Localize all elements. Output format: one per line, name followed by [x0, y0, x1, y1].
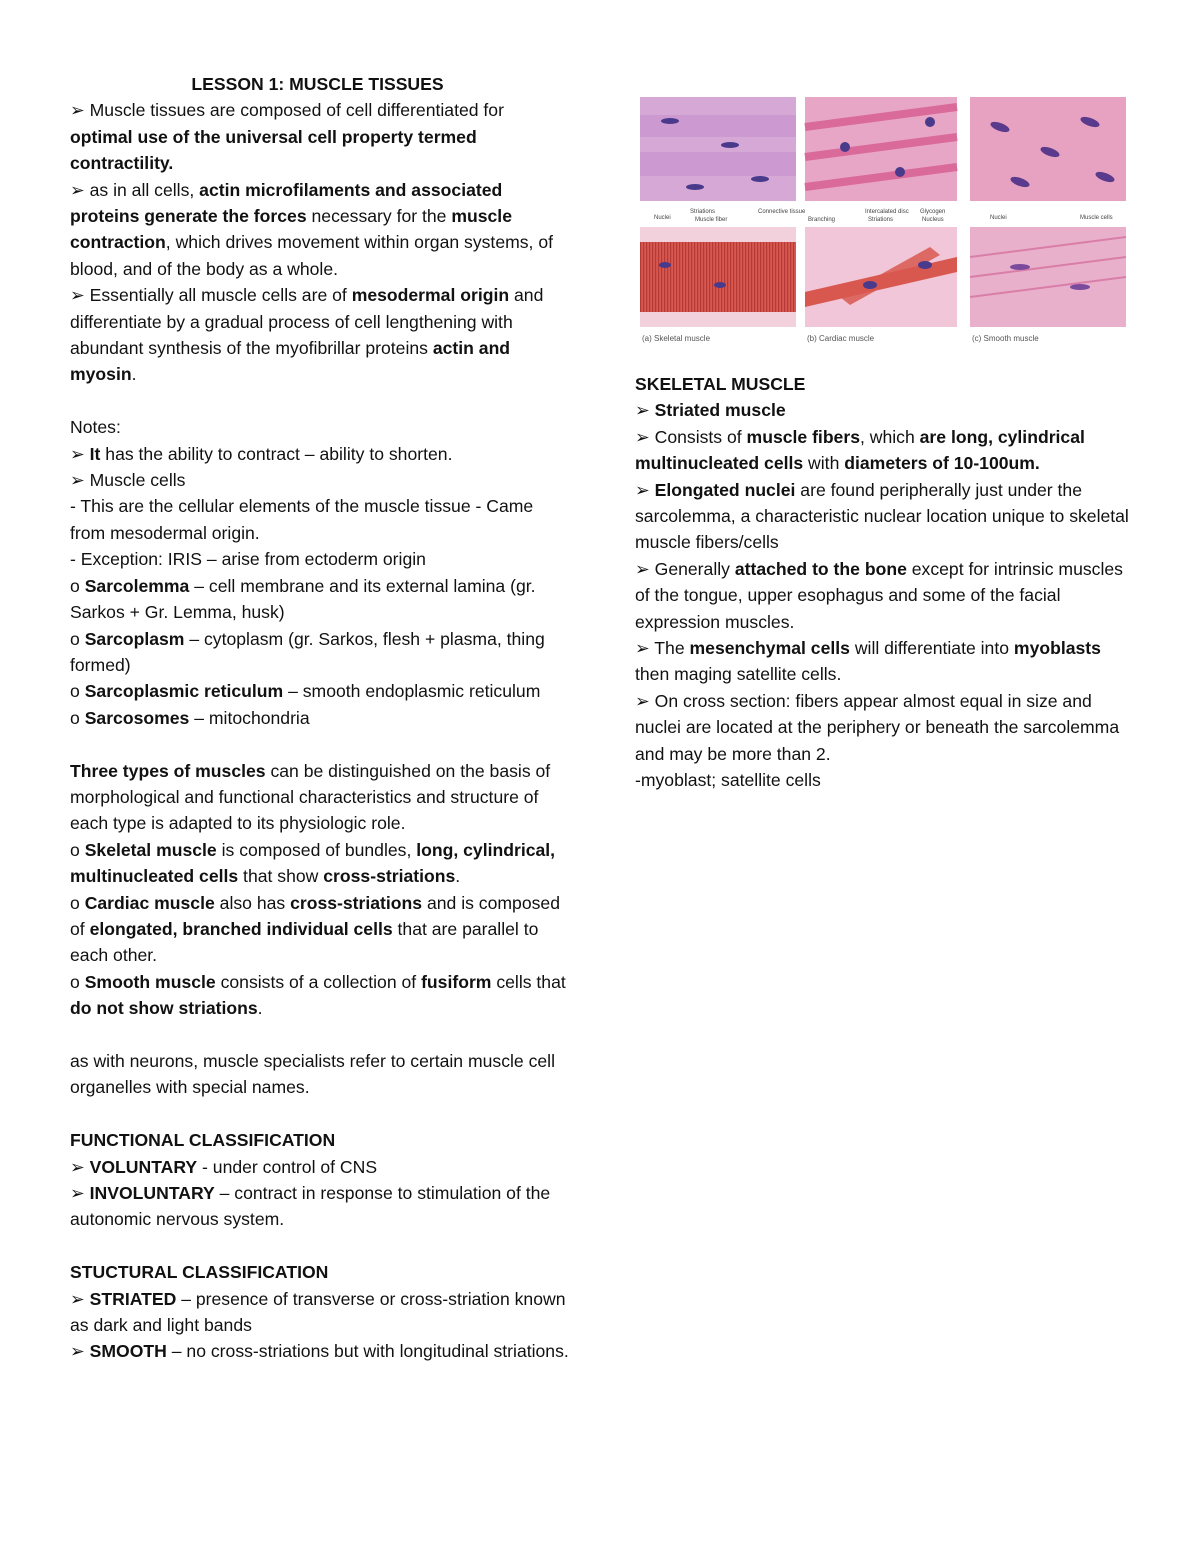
paragraph: [70, 837, 570, 890]
label-c-2: Muscle cells: [1080, 215, 1113, 221]
blank-line: [70, 1233, 570, 1259]
paragraph: [70, 441, 570, 467]
text: – cytoplasm (gr. Sarkos, flesh + plasma, thing formed): [70, 628, 545, 675]
bold-text: actin microfilaments and associated proteins generate the forces: [70, 179, 503, 227]
caption-smooth: (c) Smooth muscle: [972, 334, 1039, 343]
bold-text: myoblasts: [1013, 638, 1101, 659]
bold-text: Sarcoplasmic reticulum: [84, 681, 284, 702]
bold-text: SKELETAL MUSCLE: [635, 374, 806, 394]
smooth-micrograph-top: [970, 97, 1126, 201]
bold-text: fusiform: [421, 971, 492, 992]
paragraph: [70, 1154, 570, 1180]
text: has the ability to contract – ability to shorten.: [100, 443, 453, 464]
bold-text: muscle fibers: [746, 426, 860, 447]
label-b-3: Striations: [868, 217, 894, 223]
paragraph: [70, 414, 570, 440]
text: – contract in response to stimulation of the autonomic nervous system.: [70, 1183, 551, 1230]
bold-text: cross-striations: [290, 892, 423, 913]
text: o: [70, 707, 85, 728]
text: ➢ Muscle cells: [70, 470, 186, 491]
paragraph: [70, 758, 570, 837]
bold-text: STRIATED: [89, 1288, 177, 1309]
right-column: [635, 371, 1130, 794]
paragraph: [70, 493, 570, 546]
text: ➢: [70, 1341, 90, 1362]
page-title: LESSON 1: MUSCLE TISSUES: [191, 74, 444, 94]
text: – cell membrane and its external lamina (gr. Sarkos + Gr. Lemma, husk): [70, 575, 536, 623]
cardiac-illustration: [805, 227, 957, 327]
paragraph: [70, 1259, 570, 1285]
text: that are parallel to each other.: [70, 918, 539, 966]
text: ➢ The: [635, 638, 690, 659]
text: with: [803, 453, 845, 474]
blank-line: [70, 1101, 570, 1127]
label-b-1: Intercalated disc: [865, 209, 909, 215]
blank-line: [70, 388, 570, 414]
text: o: [70, 971, 85, 992]
muscle-histology-figure: [640, 97, 1126, 347]
paragraph: [70, 626, 570, 679]
bold-text: Sarcoplasm: [84, 628, 185, 649]
bold-text: attached to the bone: [734, 558, 907, 579]
text: o: [70, 575, 85, 596]
caption-skeletal: (a) Skeletal muscle: [642, 334, 711, 343]
bold-text: FUNCTIONAL CLASSIFICATION: [70, 1130, 336, 1151]
label-a-4: Connective tissue: [758, 209, 806, 215]
paragraph: [70, 890, 570, 969]
paragraph: [70, 1127, 570, 1153]
bold-text: long, cylindrical, multinucleated cells: [70, 839, 556, 887]
text: - This are the cellular elements of the muscle tissue - Came from mesodermal origin.: [70, 496, 534, 543]
bold-text: Striated muscle: [654, 400, 786, 421]
text: .: [131, 364, 137, 385]
bold-text: are long, cylindrical multinucleated cells: [635, 426, 1085, 474]
text: -myoblast; satellite cells: [635, 770, 821, 791]
text: ➢: [70, 1183, 90, 1203]
bold-text: muscle contraction: [70, 206, 512, 253]
paragraph: [635, 477, 1130, 556]
left-column: [70, 71, 570, 1365]
text: and differentiate by a gradual process of cell lengthening with abundant synthesis of the myofibrillar proteins: [70, 285, 544, 359]
text: are found peripherally just under the sarcolemma, a characteristic nuclear location unique to skeletal muscle fibers/cells: [635, 479, 1129, 553]
text: .: [257, 998, 263, 1019]
text: except for intrinsic muscles of the tongue, upper esophagus and some of the facial expression muscles.: [635, 558, 1123, 632]
bold-text: Sarcolemma: [84, 575, 190, 596]
text: can be distinguished on the basis of morphological and functional characteristics and structure of each type is adapted to its physiologic role.: [70, 760, 551, 834]
text: as with neurons, muscle specialists refer to certain muscle cell organelles with special names.: [70, 1050, 555, 1098]
paragraph: [70, 678, 570, 704]
text: ➢ Muscle tissues are composed of cell differentiated for: [70, 100, 504, 121]
paragraph: [70, 177, 570, 283]
paragraph: [70, 1180, 570, 1233]
paragraph: [635, 767, 1130, 793]
text: ➢: [70, 443, 90, 464]
text: o: [70, 839, 85, 860]
left-column-body: [70, 97, 570, 1364]
paragraph: [70, 573, 570, 626]
text: that show: [238, 866, 324, 887]
bold-text: SMOOTH: [89, 1341, 167, 1362]
paragraph: [70, 546, 570, 572]
bold-text: cross-striations: [323, 866, 456, 887]
text: ➢ On cross section: fibers appear almost equal in size and nuclei are located at the periphery or beneath the sarcolemma and may be more than 2.: [635, 690, 1120, 764]
bold-text: mesodermal origin: [351, 285, 510, 306]
text: ➢: [70, 1288, 90, 1309]
paragraph: [70, 97, 570, 176]
paragraph: [70, 1286, 570, 1339]
text: , which drives movement within organ systems, of blood, and of the body as a whole.: [70, 232, 554, 279]
paragraph: [635, 424, 1130, 477]
text: also has: [214, 892, 291, 913]
text: .: [455, 866, 461, 887]
paragraph: [635, 635, 1130, 688]
text: o: [70, 628, 85, 649]
label-b-2: Branching: [808, 217, 836, 223]
paragraph: [70, 705, 570, 731]
text: ➢: [70, 1156, 90, 1177]
paragraph: [70, 969, 570, 1022]
text: ➢ Generally: [635, 558, 735, 579]
bold-text: Cardiac muscle: [84, 892, 215, 913]
text: , which: [859, 426, 920, 447]
bold-text: Elongated nuclei: [654, 479, 796, 500]
text: ➢: [635, 479, 655, 500]
text: - under control of CNS: [197, 1156, 378, 1177]
paragraph: [70, 467, 570, 493]
text: o: [70, 681, 85, 702]
text: will differentiate into: [849, 638, 1014, 659]
skeletal-micrograph-top: [640, 97, 796, 201]
label-a-1: Nuclei: [654, 215, 671, 221]
text: then maging satellite cells.: [635, 664, 842, 685]
paragraph: [635, 688, 1130, 767]
bold-text: INVOLUNTARY: [89, 1183, 215, 1203]
text: – mitochondria: [189, 707, 310, 728]
label-b-5: Nucleus: [922, 217, 944, 223]
text: ➢: [635, 400, 655, 421]
label-c-1: Nuclei: [990, 215, 1007, 221]
bold-text: do not show striations: [70, 998, 258, 1019]
text: - Exception: IRIS – arise from ectoderm origin: [70, 549, 426, 570]
bold-text: VOLUNTARY: [89, 1156, 198, 1177]
text: necessary for the: [306, 206, 452, 227]
bold-text: mesenchymal cells: [689, 638, 850, 659]
bold-text: optimal use of the universal cell property termed contractility.: [70, 126, 477, 174]
text: ➢ Consists of: [635, 426, 747, 447]
text: and is composed of: [70, 892, 560, 939]
caption-cardiac: (b) Cardiac muscle: [807, 334, 875, 343]
text: – no cross-striations but with longitudinal striations.: [166, 1341, 569, 1362]
right-column-body: [635, 371, 1130, 794]
bold-text: Three types of muscles: [70, 760, 266, 781]
paragraph: [635, 556, 1130, 635]
bold-text: diameters of 10-100um.: [844, 453, 1040, 474]
bold-text: It: [89, 443, 101, 464]
text: ➢ Essentially all muscle cells are of: [70, 285, 352, 306]
label-a-2: Striations: [690, 209, 716, 215]
bold-text: Skeletal muscle: [84, 839, 217, 860]
text: – smooth endoplasmic reticulum: [283, 681, 541, 702]
bold-text: STUCTURAL CLASSIFICATION: [70, 1262, 329, 1283]
blank-line: [70, 1022, 570, 1048]
cardiac-micrograph-top: [805, 97, 957, 201]
bold-text: Sarcosomes: [84, 707, 190, 728]
text: – presence of transverse or cross-striation known as dark and light bands: [70, 1288, 566, 1336]
text: Notes:: [70, 417, 121, 438]
text: ➢ as in all cells,: [70, 179, 200, 200]
paragraph: [70, 1048, 570, 1101]
paragraph: [635, 397, 1130, 423]
blank-line: [70, 731, 570, 757]
label-b-4: Glycogen: [920, 209, 946, 215]
bold-text: elongated, branched individual cells: [89, 918, 393, 939]
skeletal-illustration: [640, 227, 796, 327]
paragraph: [635, 371, 1130, 397]
paragraph: [70, 1338, 570, 1364]
text: consists of a collection of: [215, 971, 422, 992]
label-a-3: Muscle fiber: [695, 217, 728, 223]
text: o: [70, 892, 85, 913]
paragraph: [70, 282, 570, 388]
bold-text: actin and myosin: [70, 338, 511, 385]
smooth-illustration: [970, 227, 1126, 327]
text: is composed of bundles,: [216, 839, 417, 860]
bold-text: Smooth muscle: [84, 971, 216, 992]
text: cells that: [491, 971, 566, 992]
